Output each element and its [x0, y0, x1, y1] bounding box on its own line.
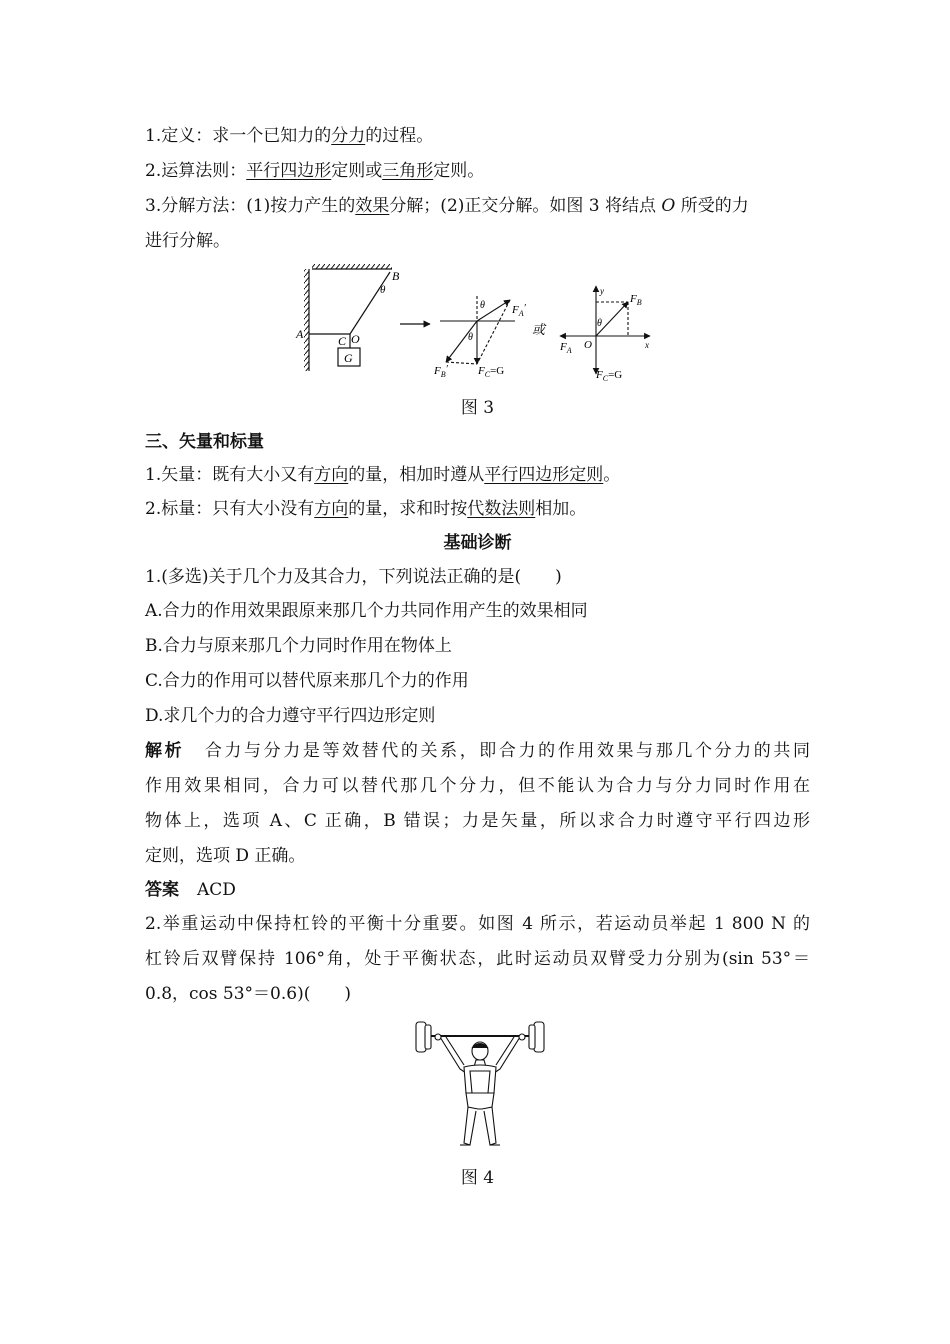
figure-3 [290, 258, 670, 386]
rule-suffix: 定则。 [433, 161, 485, 181]
label-fc-1: $F_C=G$ [478, 365, 505, 379]
method-text: 3.分解方法：(1)按力产生的 [145, 196, 356, 216]
label-a: A [296, 327, 304, 341]
q2-line-2: 杠铃后双臂保持 106°角，处于平衡状态，此时运动员双臂受力分别为(sin 53°＝ [145, 949, 810, 969]
label-theta-3: θ [468, 332, 473, 343]
figure-4-caption: 图 4 [460, 1168, 495, 1188]
diagnosis-heading: 基础诊断 [443, 533, 512, 553]
vector-blank-2: 平行四边形定则 [484, 465, 604, 485]
analysis-line-1 [145, 739, 810, 763]
rule-blank-1: 平行四边形 [246, 161, 332, 181]
label-theta-4: θ [597, 318, 602, 329]
label-fc-2: $F_C=G$ [596, 369, 623, 383]
q1-option-c: C.合力的作用可以替代原来那几个力的作用 [145, 671, 469, 691]
answer-label: 答案 [145, 880, 179, 900]
vector-line [145, 463, 810, 487]
label-fb-prime: $F_B'$ [434, 364, 448, 379]
vector-suffix: 。 [603, 465, 621, 485]
q1-option-a: A.合力的作用效果跟原来那几个力共同作用产生的效果相同 [145, 601, 588, 621]
method-line [145, 194, 810, 218]
q1-stem: 1.(多选)关于几个力及其合力，下列说法正确的是( ) [145, 567, 562, 587]
label-theta-1: θ [380, 284, 386, 296]
scalar-suffix: 相加。 [535, 499, 587, 519]
figure-3-caption: 图 3 [460, 398, 495, 418]
section-heading: 三、矢量和标量 [145, 432, 264, 452]
label-fa: $F_A$ [560, 341, 572, 355]
scalar-blank-1: 方向 [314, 499, 349, 519]
point-o: O [661, 196, 676, 216]
answer-value: ACD [197, 880, 236, 900]
analysis-line-2: 作用效果相同，合力可以替代那几个分力，但不能认为合力与分力同时作用在 [145, 776, 810, 796]
rule-line [145, 159, 810, 183]
method-mid: 分解；(2)正交分解。如图 3 将结点 [389, 196, 662, 216]
vector-text: 1.矢量：既有大小又有 [145, 465, 315, 485]
definition-suffix: 的过程。 [365, 126, 434, 146]
rule-blank-2: 三角形 [382, 161, 434, 181]
q1-option-b: B.合力与原来那几个力同时作用在物体上 [145, 636, 452, 656]
rule-text: 2.运算法则： [145, 161, 247, 181]
q2-line-3: 0.8，cos 53°＝0.6)( ) [145, 984, 351, 1004]
scalar-mid: 的量，求和时按 [348, 499, 468, 519]
answer-line [145, 878, 810, 902]
figure-4-weightlifter [410, 1015, 550, 1153]
method-blank: 效果 [355, 196, 390, 216]
decomposition-1 [440, 296, 515, 364]
vector-blank-1: 方向 [314, 465, 349, 485]
label-g: G [344, 351, 353, 365]
method-line-2: 进行分解。 [145, 231, 230, 251]
scalar-text: 2.标量：只有大小没有 [145, 499, 315, 519]
vector-mid: 的量，相加时遵从 [348, 465, 485, 485]
label-o-2: O [584, 339, 592, 351]
label-y: y [600, 286, 604, 296]
definition-text: 1.定义：求一个已知力的 [145, 126, 332, 146]
label-fa-prime: $F_A'$ [512, 303, 526, 318]
analysis-text-1: 合力与分力是等效替代的关系，即合力的作用效果与那几个分力的共同 [202, 741, 811, 761]
definition-blank: 分力 [331, 126, 366, 146]
label-fb: $F_B$ [630, 293, 642, 307]
label-c: C [338, 334, 347, 348]
scalar-blank-2: 代数法则 [467, 499, 536, 519]
label-x: x [645, 340, 649, 350]
analysis-line-4: 定则，选项 D 正确。 [145, 846, 306, 866]
label-theta-2: θ [480, 300, 485, 311]
definition-line [145, 124, 810, 148]
label-or: 或 [532, 322, 546, 337]
rule-mid: 定则或 [331, 161, 383, 181]
label-b: B [392, 269, 400, 283]
scalar-line [145, 497, 810, 521]
label-o: O [351, 332, 360, 346]
analysis-line-3: 物体上，选项 A、C 正确，B 错误；力是矢量，所以求合力时遵守平行四边形 [145, 811, 810, 831]
q2-line-1: 2.举重运动中保持杠铃的平衡十分重要。如图 4 所示，若运动员举起 1 800 N 的 [145, 914, 810, 934]
analysis-label: 解析 [145, 741, 185, 761]
method-suffix: 所受的力 [675, 196, 749, 216]
q1-option-d: D.求几个力的合力遵守平行四边形定则 [145, 706, 436, 726]
